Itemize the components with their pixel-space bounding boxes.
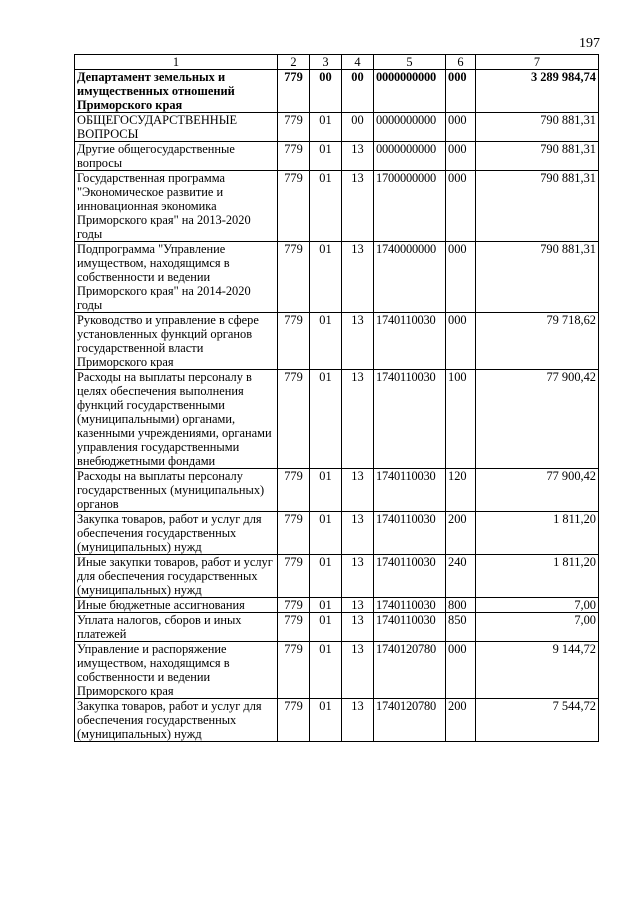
row-target-article: 1740110030 xyxy=(374,370,446,469)
row-expense-type: 000 xyxy=(446,642,476,699)
row-expense-type: 200 xyxy=(446,699,476,742)
budget-table xyxy=(74,54,599,742)
row-admin-code: 779 xyxy=(278,469,310,512)
column-header-1: 1 xyxy=(75,55,278,70)
row-admin-code: 779 xyxy=(278,171,310,242)
table-row xyxy=(75,613,599,642)
row-subsection-code: 13 xyxy=(342,512,374,555)
column-header-7: 7 xyxy=(476,55,599,70)
row-section-code: 01 xyxy=(310,142,342,171)
row-target-article: 1740110030 xyxy=(374,613,446,642)
row-amount: 7 544,72 xyxy=(476,699,599,742)
row-admin-code: 779 xyxy=(278,70,310,113)
header-row xyxy=(75,55,599,70)
row-section-code: 01 xyxy=(310,699,342,742)
row-expense-type: 000 xyxy=(446,313,476,370)
row-subsection-code: 13 xyxy=(342,242,374,313)
row-target-article: 0000000000 xyxy=(374,142,446,171)
row-expense-type: 000 xyxy=(446,113,476,142)
row-description: Государственная программа "Экономическое развитие и инновационная экономика Приморского края" на 2013-2020 годы xyxy=(75,171,278,242)
row-section-code: 01 xyxy=(310,242,342,313)
table-row xyxy=(75,598,599,613)
row-section-code: 01 xyxy=(310,642,342,699)
row-description: Руководство и управление в сфере установленных функций органов государственной власти Приморского края xyxy=(75,313,278,370)
row-amount: 1 811,20 xyxy=(476,512,599,555)
row-description: ОБЩЕГОСУДАРСТВЕННЫЕ ВОПРОСЫ xyxy=(75,113,278,142)
row-target-article: 1740110030 xyxy=(374,469,446,512)
row-amount: 79 718,62 xyxy=(476,313,599,370)
row-description: Департамент земельных и имущественных отношений Приморского края xyxy=(75,70,278,113)
column-header-3: 3 xyxy=(310,55,342,70)
row-subsection-code: 13 xyxy=(342,469,374,512)
row-amount: 1 811,20 xyxy=(476,555,599,598)
table-row xyxy=(75,242,599,313)
table-row xyxy=(75,313,599,370)
row-admin-code: 779 xyxy=(278,699,310,742)
row-admin-code: 779 xyxy=(278,313,310,370)
table-row xyxy=(75,171,599,242)
row-description: Расходы на выплаты персоналу в целях обеспечения выполнения функций государственными (муниципальными) органами, казенными учреждениями, органами управления государственными внебюджетными фондами xyxy=(75,370,278,469)
row-description: Управление и распоряжение имуществом, находящимся в собственности и ведении Приморского края xyxy=(75,642,278,699)
row-section-code: 01 xyxy=(310,113,342,142)
row-subsection-code: 13 xyxy=(342,313,374,370)
table-row xyxy=(75,113,599,142)
column-header-4: 4 xyxy=(342,55,374,70)
row-amount: 790 881,31 xyxy=(476,242,599,313)
row-expense-type: 000 xyxy=(446,171,476,242)
row-amount: 3 289 984,74 xyxy=(476,70,599,113)
row-amount: 790 881,31 xyxy=(476,113,599,142)
row-section-code: 01 xyxy=(310,555,342,598)
row-description: Уплата налогов, сборов и иных платежей xyxy=(75,613,278,642)
row-target-article: 0000000000 xyxy=(374,70,446,113)
row-description: Иные бюджетные ассигнования xyxy=(75,598,278,613)
row-amount: 77 900,42 xyxy=(476,469,599,512)
row-admin-code: 779 xyxy=(278,370,310,469)
table-row xyxy=(75,642,599,699)
row-subsection-code: 13 xyxy=(342,171,374,242)
row-admin-code: 779 xyxy=(278,598,310,613)
row-description: Другие общегосударственные вопросы xyxy=(75,142,278,171)
row-section-code: 01 xyxy=(310,613,342,642)
row-amount: 9 144,72 xyxy=(476,642,599,699)
row-section-code: 01 xyxy=(310,313,342,370)
row-amount: 7,00 xyxy=(476,598,599,613)
row-description: Закупка товаров, работ и услуг для обеспечения государственных (муниципальных) нужд xyxy=(75,512,278,555)
row-target-article: 1740000000 xyxy=(374,242,446,313)
row-expense-type: 800 xyxy=(446,598,476,613)
row-admin-code: 779 xyxy=(278,242,310,313)
row-amount: 790 881,31 xyxy=(476,142,599,171)
row-description: Закупка товаров, работ и услуг для обеспечения государственных (муниципальных) нужд xyxy=(75,699,278,742)
column-header-2: 2 xyxy=(278,55,310,70)
row-subsection-code: 13 xyxy=(342,642,374,699)
row-target-article: 1740110030 xyxy=(374,555,446,598)
row-expense-type: 850 xyxy=(446,613,476,642)
row-target-article: 1740120780 xyxy=(374,699,446,742)
row-admin-code: 779 xyxy=(278,512,310,555)
row-amount: 7,00 xyxy=(476,613,599,642)
row-subsection-code: 13 xyxy=(342,699,374,742)
table-row xyxy=(75,70,599,113)
row-subsection-code: 13 xyxy=(342,370,374,469)
row-description: Расходы на выплаты персоналу государственных (муниципальных) органов xyxy=(75,469,278,512)
row-description: Иные закупки товаров, работ и услуг для обеспечения государственных (муниципальных) нужд xyxy=(75,555,278,598)
row-subsection-code: 00 xyxy=(342,113,374,142)
row-subsection-code: 13 xyxy=(342,613,374,642)
table-row xyxy=(75,370,599,469)
column-header-6: 6 xyxy=(446,55,476,70)
row-expense-type: 000 xyxy=(446,142,476,171)
row-section-code: 01 xyxy=(310,171,342,242)
row-section-code: 01 xyxy=(310,598,342,613)
table-row xyxy=(75,142,599,171)
row-expense-type: 120 xyxy=(446,469,476,512)
row-admin-code: 779 xyxy=(278,613,310,642)
column-header-5: 5 xyxy=(374,55,446,70)
row-target-article: 1700000000 xyxy=(374,171,446,242)
row-expense-type: 100 xyxy=(446,370,476,469)
row-admin-code: 779 xyxy=(278,113,310,142)
row-section-code: 01 xyxy=(310,469,342,512)
row-expense-type: 200 xyxy=(446,512,476,555)
row-subsection-code: 00 xyxy=(342,70,374,113)
table-row xyxy=(75,555,599,598)
table-row xyxy=(75,469,599,512)
row-target-article: 1740110030 xyxy=(374,313,446,370)
page-number: 197 xyxy=(579,36,600,51)
row-section-code: 01 xyxy=(310,512,342,555)
row-admin-code: 779 xyxy=(278,142,310,171)
row-target-article: 1740120780 xyxy=(374,642,446,699)
row-description: Подпрограмма "Управление имуществом, находящимся в собственности и ведении Приморского края" на 2014-2020 годы xyxy=(75,242,278,313)
row-subsection-code: 13 xyxy=(342,555,374,598)
row-target-article: 1740110030 xyxy=(374,512,446,555)
row-expense-type: 000 xyxy=(446,70,476,113)
row-amount: 790 881,31 xyxy=(476,171,599,242)
row-admin-code: 779 xyxy=(278,555,310,598)
row-subsection-code: 13 xyxy=(342,142,374,171)
row-target-article: 1740110030 xyxy=(374,598,446,613)
row-subsection-code: 13 xyxy=(342,598,374,613)
row-section-code: 01 xyxy=(310,370,342,469)
row-section-code: 00 xyxy=(310,70,342,113)
row-admin-code: 779 xyxy=(278,642,310,699)
row-expense-type: 240 xyxy=(446,555,476,598)
row-amount: 77 900,42 xyxy=(476,370,599,469)
row-target-article: 0000000000 xyxy=(374,113,446,142)
table-row xyxy=(75,512,599,555)
row-expense-type: 000 xyxy=(446,242,476,313)
table-row xyxy=(75,699,599,742)
